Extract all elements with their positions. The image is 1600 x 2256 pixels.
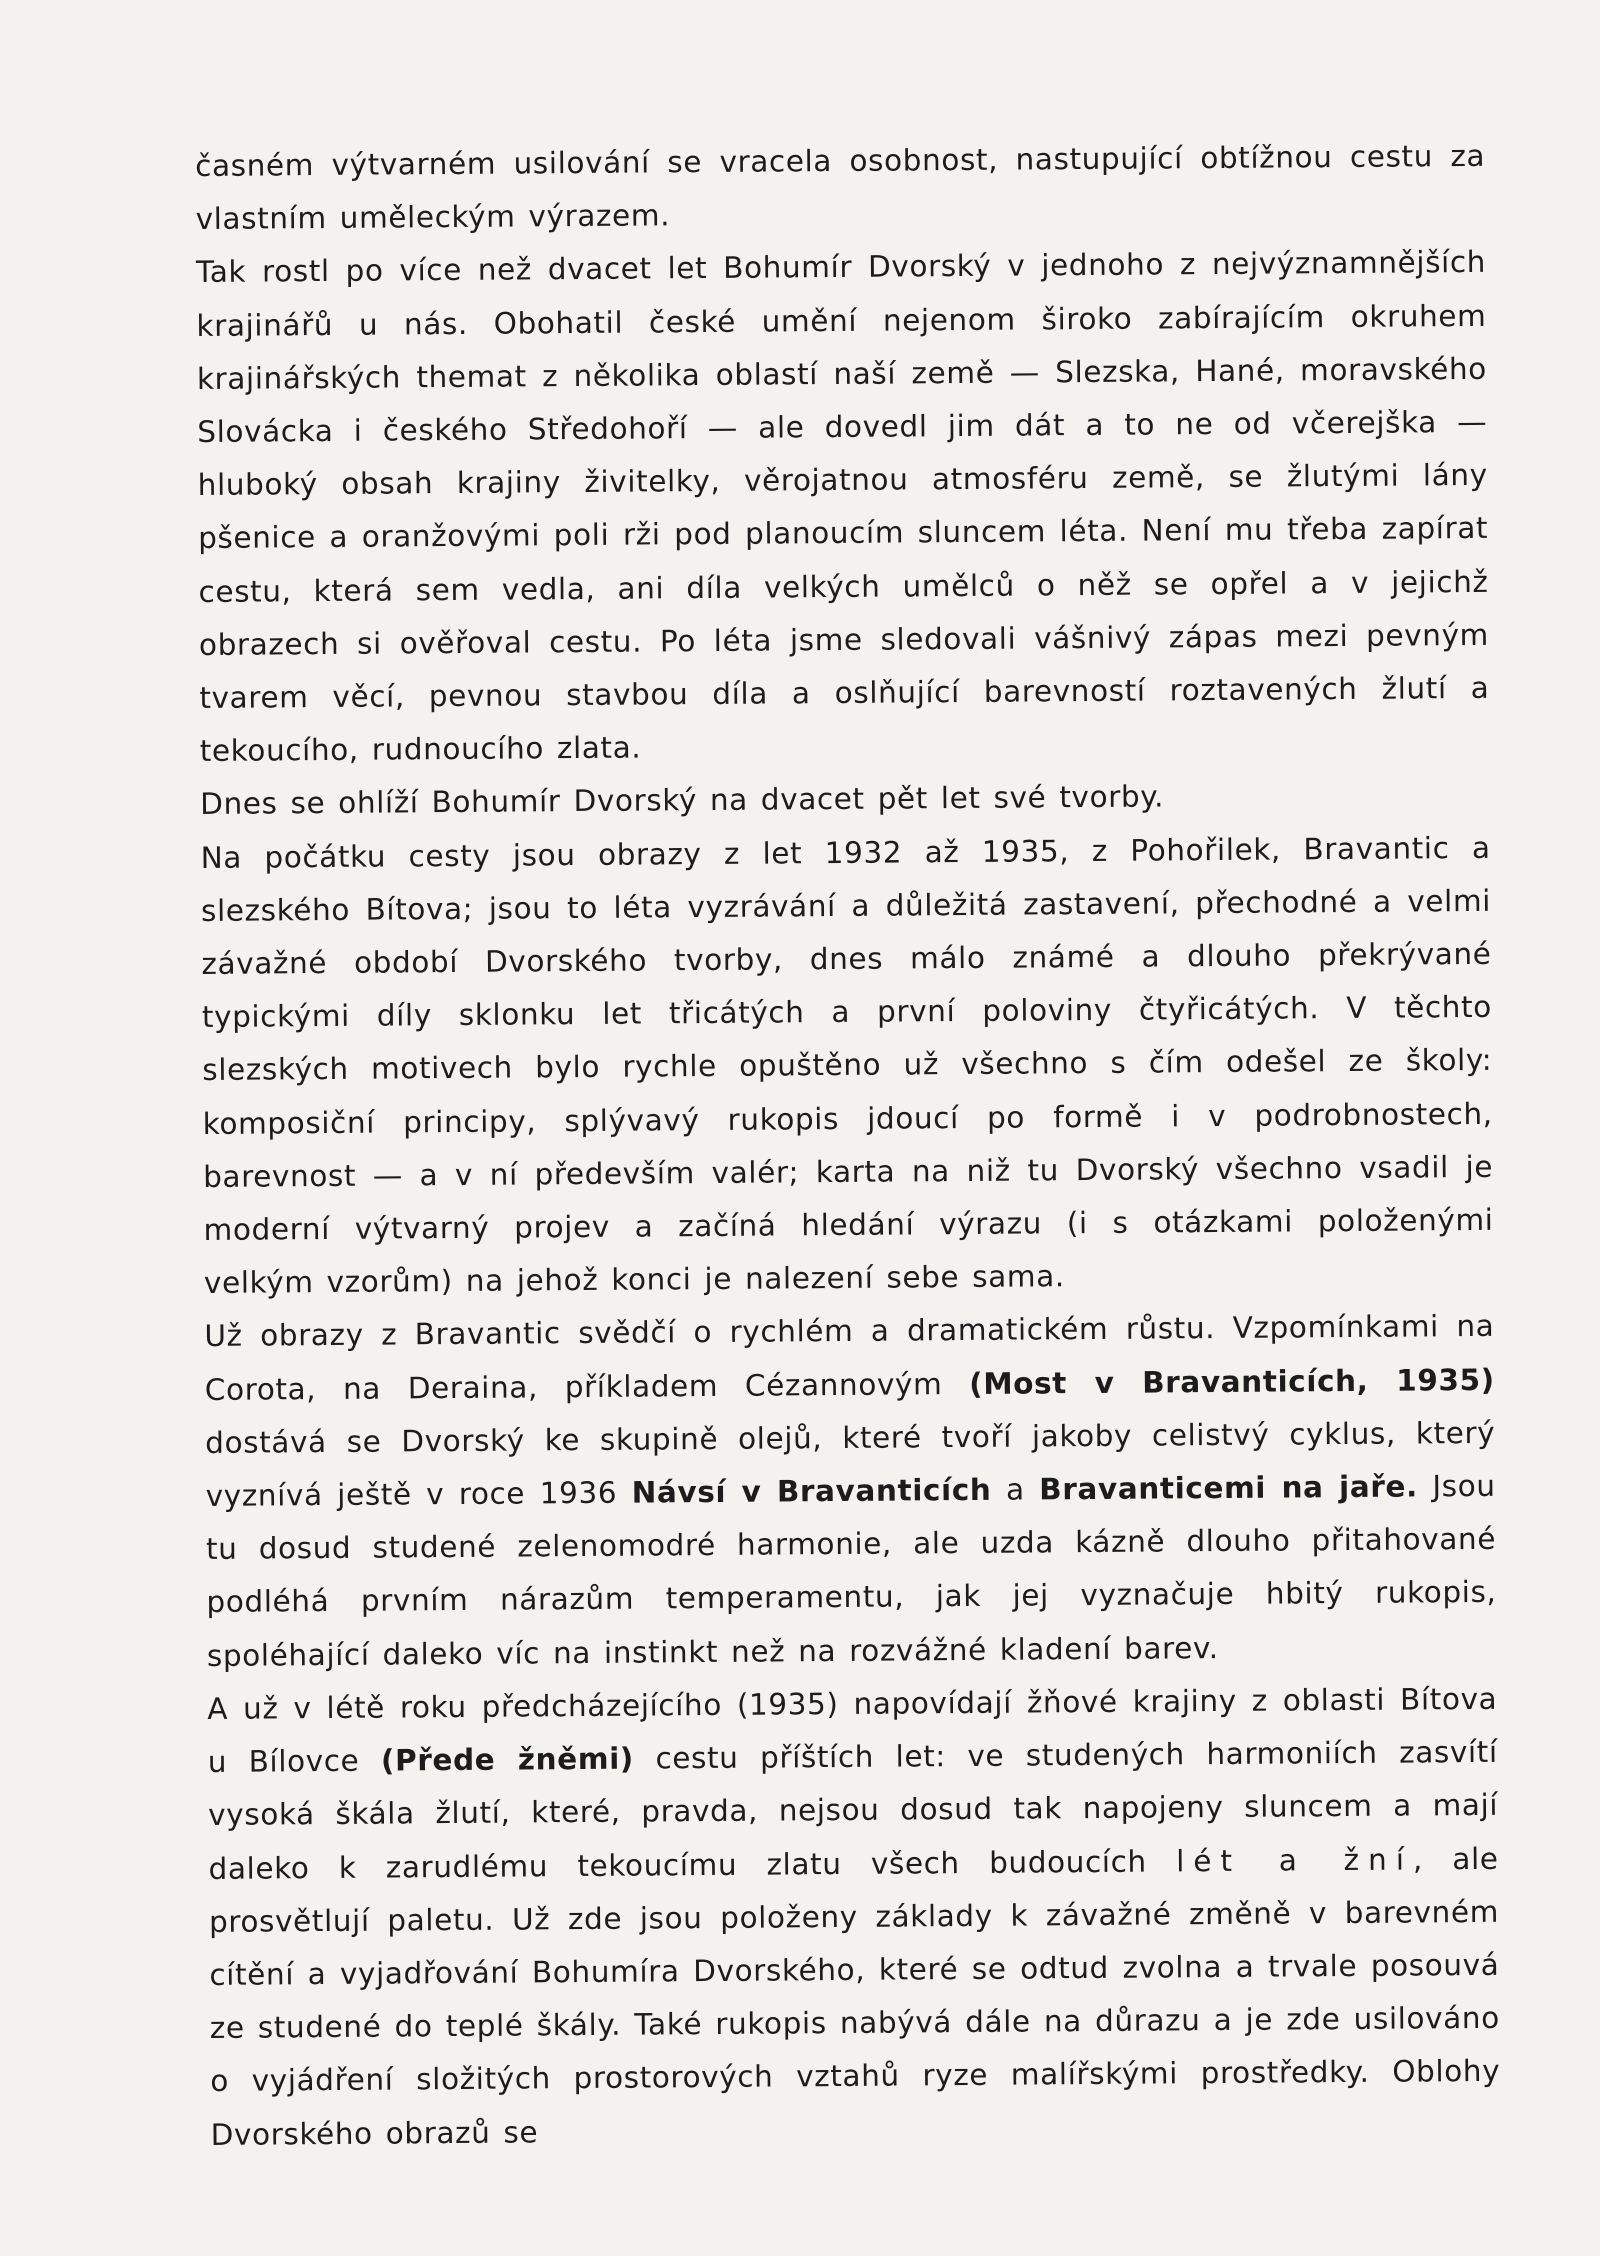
- paragraph-2-text: Tak rostl po více než dvacet let Bohumír Dvorský v jednoho z nejvýznamnějších krajinářů u nás. Obohatil české umění nejenom široko zabírajícím okruhem krajinářských themat z několika oblastí naší země — Slezska, Hané, moravského Slovácka i českého Středohoří — ale dovedl jim dát a to ne od včerejška — hluboký obsah krajiny živitelky, věrojatnou atmosféru země, se žlutými lány pšenice a oranžovými poli rži pod planoucím sluncem léta. Není mu třeba zapírat cestu, která sem vedla, ani díla velkých umělců o něž se opřel a v jejichž obrazech si ověřoval cestu. Po léta jsme sledovali vášnivý zápas mezi pevným tvarem věcí, pevnou stavbou díla a oslňující barevností roztavených žlutí a tekoucího, rudnoucího zlata.: [195, 245, 1490, 769]
- paragraph-1-text: časném výtvarném usilování se vracela osobnost, nastupující obtížnou cestu za vlastním uměleckým výrazem.: [195, 138, 1486, 237]
- paragraph-2: [196, 236, 1490, 778]
- paragraph-5: [204, 1300, 1497, 1683]
- artwork-title-prede-znemi: (Přede žněmi): [380, 1741, 635, 1778]
- paragraph-3-text: Dnes se ohlíží Bohumír Dvorský na dvacet pět let své tvorby.: [200, 779, 1165, 822]
- artwork-title-most-v-bravanticich: (Most v Bravanticích, 1935): [969, 1362, 1495, 1401]
- paragraph-5-text-c: a: [991, 1472, 1040, 1507]
- paragraph-1: [195, 130, 1486, 247]
- paragraph-4-text: Na počátku cesty jsou obrazy z let 1932 až 1935, z Pohořilek, Bravantic a slezského Bítova; jsou to léta vyzrávání a důležitá zastavení, přechodné a velmi závažné období Dvorského tvorby, dnes málo známé a dlouho překrývané typickými díly sklonku let třicátých a první poloviny čtyřicátých. V těchto slezských motivech bylo rychle opuštěno už všechno s čím odešel ze školy: komposiční principy, splývavý rukopis jdoucí po formě i v podrobnostech, barevnost — a v ní především valér; karta na niž tu Dvorský všechno vsadil je moderní výtvarný projev a začíná hledání výrazu (i s otázkami položenými velkým vzorům) na jehož konci je nalezení sebe sama.: [200, 830, 1494, 1301]
- body-text: [195, 130, 1501, 2162]
- paragraph-6: [207, 1673, 1501, 2162]
- emphasis-let-a-zni: lét a žní: [1175, 1841, 1414, 1878]
- paragraph-6-text-a: A už v létě roku předcházejícího (1935) napovídají žňové krajiny z oblasti Bítova u Bílovce: [207, 1681, 1498, 1780]
- paragraph-5-text-b: dostává se Dvorský ke skupině olejů, které tvoří jakoby celistvý cyklus, který vyznívá ještě v roce 1936: [205, 1415, 1496, 1514]
- artwork-title-navsi-v-bravanticich: Návsí v Bravanticích: [631, 1472, 992, 1510]
- paragraph-5-text-a: Už obrazy z Bravantic svědčí o rychlém a dramatickém růstu. Vzpomínkami na Corota, na Deraina, příkladem Cézannovým: [204, 1309, 1495, 1407]
- paragraph-6-text-b: cestu příštích let: ve studených harmoniích zasvítí vysoká škála žlutí, které, pravda, nejsou dosud tak napojeny sluncem a mají daleko k zarudlému tekoucímu zlatu všech budoucích: [208, 1734, 1499, 1886]
- artwork-title-bravanticemi-na-jare: Bravanticemi na jaře.: [1039, 1469, 1418, 1507]
- paragraph-6-text-c: , ale prosvětlují paletu. Už zde jsou položeny základy k závažné změně v barevném cítění a vyjadřování Bohumíra Dvorského, které se odtud zvolna a trvale posouvá ze studené do teplé škály. Také rukopis nabývá dále na důrazu a je zde usilováno o vyjádření složitých prostorových vztahů ryze malířskými prostředky. Oblohy Dvorského obrazů se: [208, 1841, 1501, 2152]
- paragraph-5-text-d: Jsou tu dosud studené zelenomodré harmonie, ale uzda kázně dlouho přitahované podléhá prvním nárazům temperamentu, jak jej vyznačuje hbitý rukopis, spoléhající daleko víc na instinkt než na rozvážné kladení barev.: [205, 1468, 1497, 1673]
- paragraph-4: [200, 821, 1494, 1310]
